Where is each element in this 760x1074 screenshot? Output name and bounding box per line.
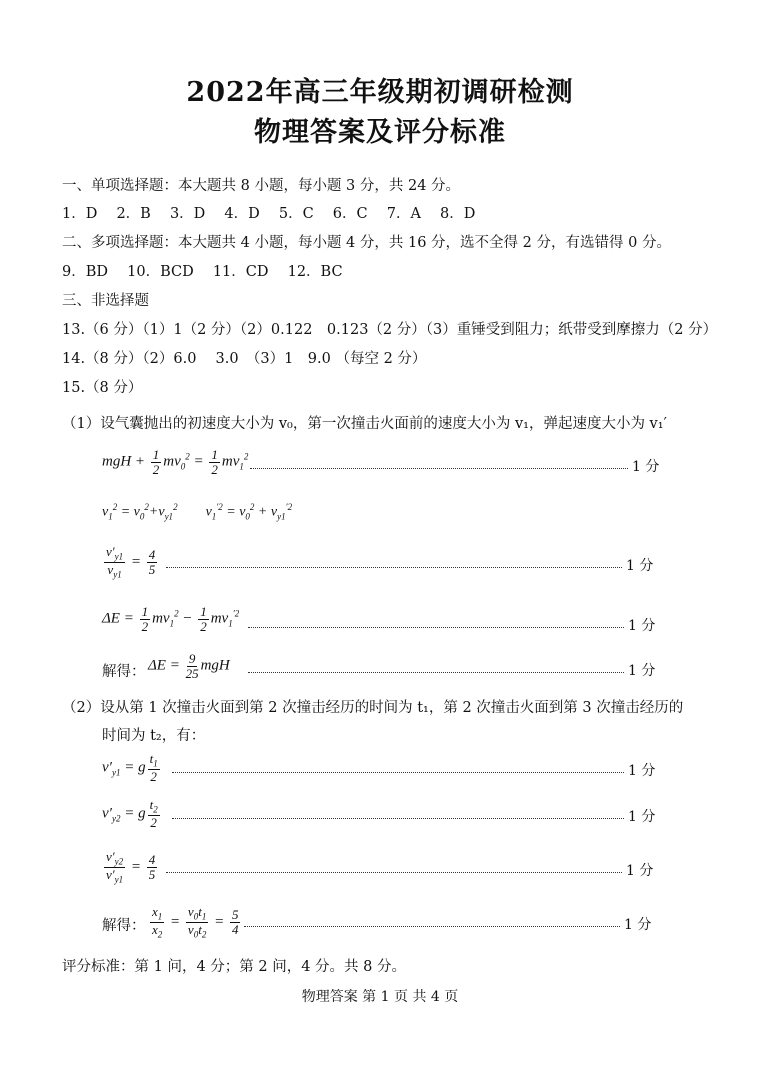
equation-vy1: $v'_{y1} = g$ $\frac{t_1}{2}$ xyxy=(102,751,158,785)
dot-leader xyxy=(166,567,622,568)
answers-1: 1．D 2．B 3．D 4．D 5．C 6．C 7．A 8．D xyxy=(62,206,476,222)
dot-leader xyxy=(244,926,620,927)
equation-energy: mgH + $\frac{1}{2}$ $mv_0^2$ = $\frac{1}{2}$ $mv_1^2$ xyxy=(102,447,249,477)
q14-answer: 14.（8 分）（2）6.0 3.0 （3）1 9.0 （每空 2 分） xyxy=(62,351,427,367)
section-2-heading: 二、多项选择题：本大题共 4 小题，每小题 4 分，共 16 分，选不全得 2 分，有选错得 0 分。 xyxy=(62,235,671,251)
section-1-heading: 一、单项选择题：本大题共 8 小题，每小题 3 分，共 24 分。 xyxy=(62,178,461,194)
dot-leader xyxy=(166,872,622,873)
solve-label: 解得： xyxy=(102,664,146,680)
dot-leader xyxy=(248,672,624,673)
points-label: 1 分 xyxy=(628,618,656,634)
dot-leader xyxy=(250,468,628,469)
points-label: 1 分 xyxy=(624,917,652,933)
answers-2: 9．BD 10．BCD 11．CD 12．BC xyxy=(62,264,343,280)
equation-result-2: $\frac{x_1}{x_2}$ = $\frac{v_0t_1}{v_0t_2}$ = $\frac{5}{4}$ xyxy=(152,904,239,940)
equation-velocity-components: $v_1^2 = v_0^2+v_{y1}^2$ $v_1^{'2} = v_0^2 + v_{y1}^{'2}$ xyxy=(102,502,293,522)
equation-energy-loss: ΔE = $\frac{1}{2}$ $mv_1^2$ − $\frac{1}{2}$ $mv_1^{'2}$ xyxy=(102,604,240,634)
title-line-2: 物理答案及评分标准 xyxy=(254,117,506,148)
dot-leader xyxy=(248,627,624,628)
dot-leader xyxy=(172,818,624,819)
q13-answer: 13.（6 分）（1）1（2 分）（2）0.122 0.123（2 分）（3）重锤受到阻力；纸带受到摩擦力（2 分） xyxy=(62,322,718,338)
solve-label: 解得： xyxy=(102,918,146,934)
points-label: 1 分 xyxy=(628,663,656,679)
points-label: 1 分 xyxy=(628,809,656,825)
scoring-standard: 评分标准：第 1 问，4 分；第 2 问，4 分。共 8 分。 xyxy=(62,959,406,975)
points-label: 1 分 xyxy=(626,863,654,879)
points-label: 1 分 xyxy=(632,459,660,475)
part-2-intro-a: （2）设从第 1 次撞击火面到第 2 次撞击经历的时间为 t₁，第 2 次撞击火面到第 3 次撞击经历的 xyxy=(62,700,684,716)
equation-ratio-2: $\frac{v'_{y2}}{v'_{y1}}$ = $\frac{4}{5}$ xyxy=(106,849,156,885)
page-footer: 物理答案 第 1 页 共 4 页 xyxy=(301,989,459,1005)
points-label: 1 分 xyxy=(628,763,656,779)
part-1-intro: （1）设气囊抛出的初速度大小为 v₀，第一次撞击火面前的速度大小为 v₁，弹起速度大小为 v₁′ xyxy=(62,416,667,432)
equation-result-1: ΔE = $\frac{9}{25}$ mgH xyxy=(148,651,230,681)
points-label: 1 分 xyxy=(626,558,654,574)
equation-vy2: $v'_{y2} = g$ $\frac{t_2}{2}$ xyxy=(102,797,158,831)
q15-heading: 15.（8 分） xyxy=(62,380,143,396)
dot-leader xyxy=(172,772,624,773)
equation-ratio-1: $\frac{v'_{y1}}{v_{y1}}$ = $\frac{4}{5}$ xyxy=(106,544,156,580)
part-2-intro-b: 时间为 t₂，有： xyxy=(102,728,206,744)
title-line-1: 2022年高三年级期初调研检测 xyxy=(186,77,574,108)
section-3-heading: 三、非选择题 xyxy=(62,293,149,309)
